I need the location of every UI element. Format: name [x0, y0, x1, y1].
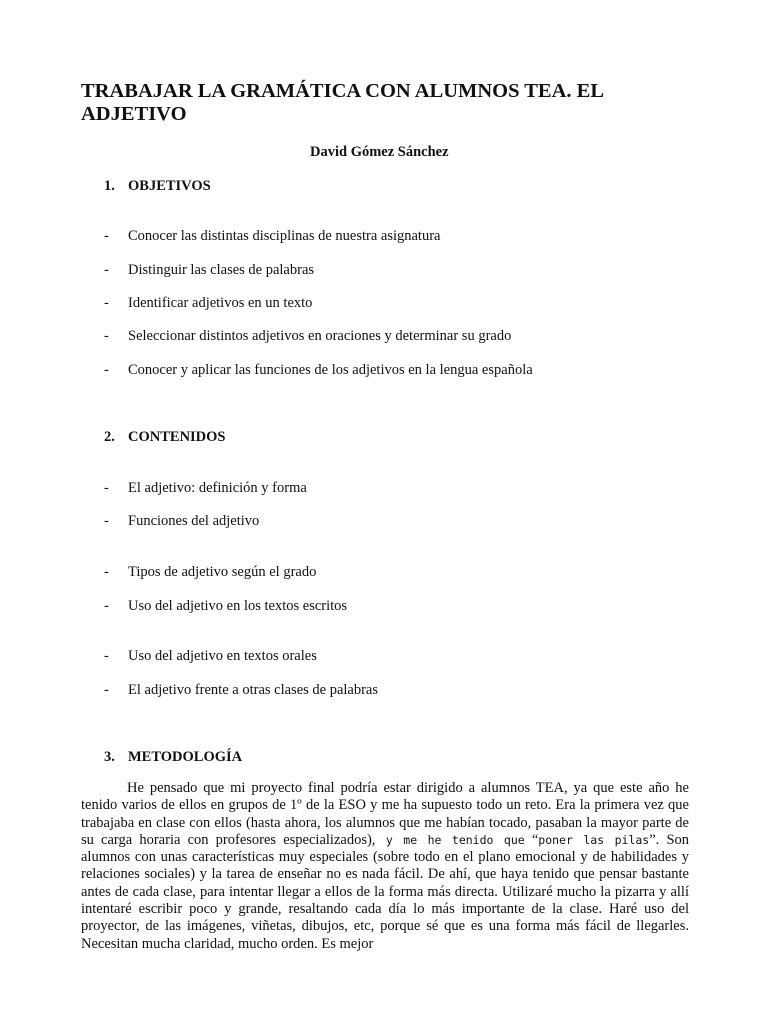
- list-item: [104, 648, 317, 665]
- list-item-text: Funciones del adjetivo: [128, 513, 260, 529]
- list-item: [104, 362, 533, 379]
- list-item-text: Conocer las distintas disciplinas de nuestra asignatura: [128, 228, 441, 244]
- paragraph-text-part2: “: [524, 831, 539, 848]
- methodology-paragraph: [81, 780, 689, 953]
- author-name: David Gómez Sánchez: [310, 144, 449, 160]
- bullet-dash: -: [104, 648, 109, 664]
- paragraph-text-part3: ”. Son alumnos con unas características muy especiales (sobre todo en el plano emocional y de habilidades y relaciones sociales) y la tarea de enseñar no es nada fácil. De ahí, que haya tenido que pensar bastante antes de cada clase, para intentar llegar a ellos de la forma más directa. Utilizaré mucho la pizarra y allí intentaré escribir poco y grande, resaltando cada día lo más importante de la clase. Haré uso del proyector, de las imágenes, viñetas, dibujos, etc, porque sé que es una forma más fácil de llegarles. Necesitan mucha claridad, mucho orden. Es mejor: [81, 831, 690, 952]
- list-item-text: Identificar adjetivos en un texto: [128, 295, 313, 311]
- bullet-dash: -: [104, 295, 109, 311]
- list-item-text: Distinguir las clases de palabras: [128, 262, 315, 278]
- bullet-dash: -: [104, 362, 109, 378]
- bullet-dash: -: [104, 513, 109, 529]
- list-item: [104, 513, 259, 530]
- bullet-dash: -: [104, 480, 109, 496]
- list-item: [104, 228, 440, 245]
- bullet-dash: -: [104, 328, 109, 344]
- document-title: TRABAJAR LA GRAMÁTICA CON ALUMNOS TEA. EL ADJETIVO: [81, 80, 603, 125]
- list-item-text: Seleccionar distintos adjetivos en oraciones y determinar su grado: [128, 328, 512, 344]
- section-title: METODOLOGÍA: [128, 749, 243, 765]
- list-item-text: Uso del adjetivo en textos orales: [128, 648, 317, 664]
- list-item: [104, 295, 312, 312]
- bullet-dash: -: [104, 564, 109, 580]
- list-item: [104, 328, 511, 345]
- section-heading-objetivos: [104, 178, 211, 195]
- list-item-text: El adjetivo: definición y forma: [128, 480, 307, 496]
- section-heading-metodologia: [104, 749, 242, 766]
- bullet-dash: -: [104, 598, 109, 614]
- paragraph-text-part1: He pensado que mi proyecto final podría estar dirigido a alumnos TEA, ya que este año he tenido varios de ellos en grupos de 1º de la ESO y me ha supuesto todo un reto. Era la primera vez que trabajaba en clase con ellos (hasta ahora, los alumnos que me habían tocado, pasaban la mayor parte de su carga horaria con profesores especializados),: [81, 780, 689, 848]
- list-item: [104, 262, 314, 279]
- bullet-dash: -: [104, 228, 109, 244]
- list-item: [104, 564, 316, 581]
- list-item-text: Tipos de adjetivo según el grado: [128, 564, 317, 580]
- section-heading-contenidos: [104, 429, 226, 446]
- list-item: [104, 480, 307, 497]
- paragraph-mono-text-1: y me he tenido que: [375, 832, 525, 847]
- paragraph-mono-text-2: poner las pilas: [538, 832, 650, 847]
- section-number: 3.: [104, 749, 115, 765]
- list-item: [104, 682, 378, 699]
- list-item-text: Uso del adjetivo en los textos escritos: [128, 598, 348, 614]
- list-item-text: Conocer y aplicar las funciones de los adjetivos en la lengua española: [128, 362, 533, 378]
- bullet-dash: -: [104, 262, 109, 278]
- list-item: [104, 598, 347, 615]
- section-title: OBJETIVOS: [128, 178, 211, 194]
- section-title: CONTENIDOS: [128, 429, 226, 445]
- section-number: 2.: [104, 429, 115, 445]
- list-item-text: El adjetivo frente a otras clases de palabras: [128, 682, 379, 698]
- section-number: 1.: [104, 178, 115, 194]
- bullet-dash: -: [104, 682, 109, 698]
